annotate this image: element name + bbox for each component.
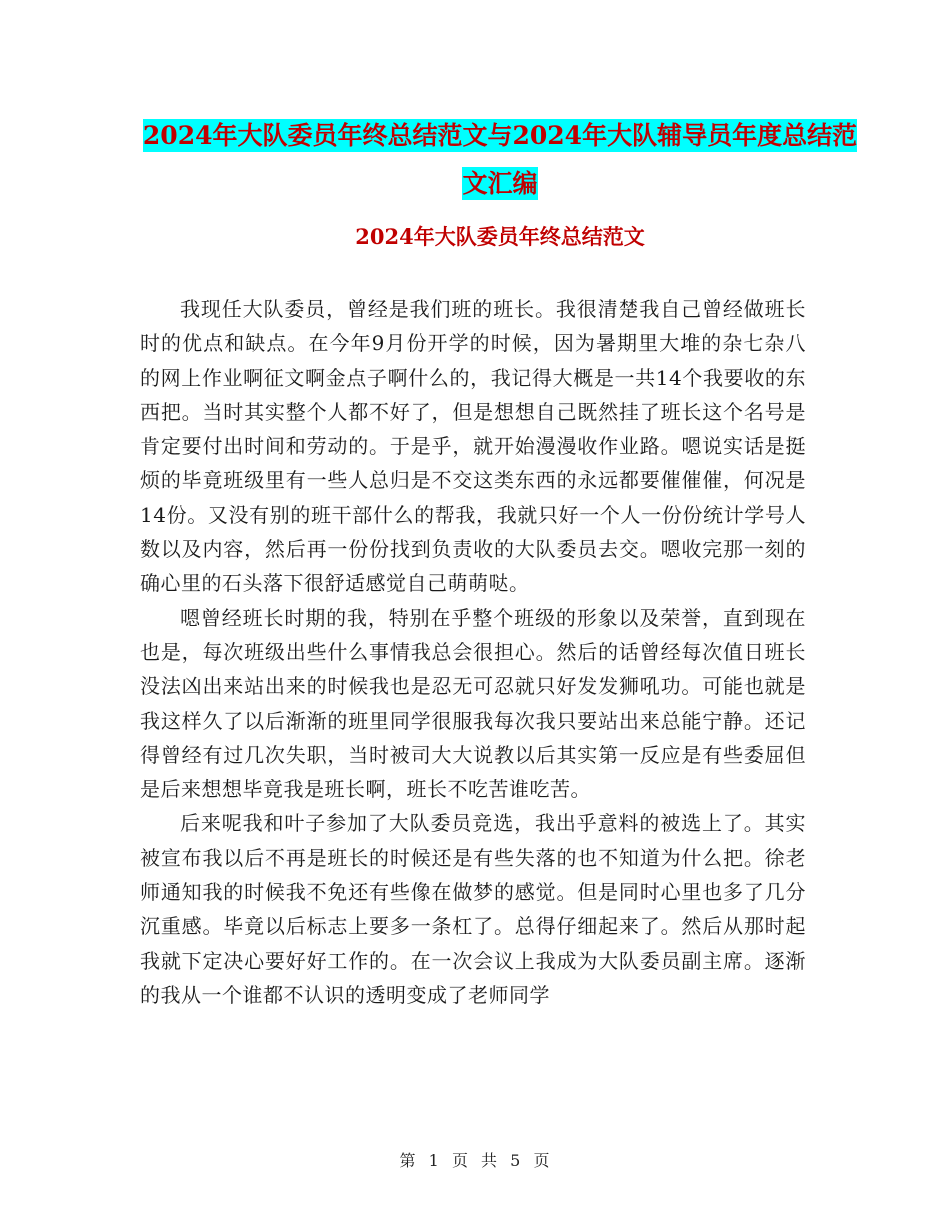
footer-page-label: 第 — [399, 1151, 417, 1170]
footer-total-unit: 页 — [533, 1151, 551, 1170]
footer-total-label: 共 — [481, 1151, 499, 1170]
document-title-text: 2024年大队委员年终总结范文与2024年大队辅导员年度总结范文汇编 — [142, 121, 858, 198]
paragraph-2: 嗯曾经班长时期的我，特别在乎整个班级的形象以及荣誉，直到现在也是，每次班级出些什么事情我总会很担心。然后的话曾经每次值日班长没法凶出来站出来的时候我也是忍无可忍就只好发发狮吼功。可能也就是我这样久了以后渐渐的班里同学很服我每次我只要站出来总能宁静。还记得曾经有过几次失职，当时被司大大说教以后其实第一反应是有些委屈但是后来想想毕竟我是班长啊，班长不吃苦谁吃苦。 — [140, 605, 806, 802]
page-footer — [0, 1148, 950, 1171]
paragraph-1: 我现任大队委员，曾经是我们班的班长。我很清楚我自己曾经做班长时的优点和缺点。在今年9月份开学的时候，因为暑期里大堆的杂七杂八的网上作业啊征文啊金点子啊什么的，我记得大概是一共14个我要收的东西把。当时其实整个人都不好了，但是想想自己既然挂了班长这个名号是肯定要付出时间和劳动的。于是乎，就开始漫漫收作业路。嗯说实话是挺烦的毕竟班级里有一些人总归是不交这类东西的永远都要催催催，何况是14份。又没有别的班干部什么的帮我，我就只好一个人一份份统计学号人数以及内容，然后再一份份找到负责收的大队委员去交。嗯收完那一刻的确心里的石头落下很舒适感觉自己萌萌哒。 — [140, 297, 806, 596]
footer-page-unit: 页 — [451, 1151, 469, 1170]
section-heading: 2024年大队委员年终总结范文 — [355, 224, 645, 249]
footer-total-pages: 5 — [510, 1151, 522, 1170]
footer-page-number: 1 — [428, 1151, 440, 1170]
document-body — [140, 292, 806, 1012]
paragraph-3: 后来呢我和叶子参加了大队委员竞选，我出乎意料的被选上了。其实被宣布我以后不再是班长的时候还是有些失落的也不知道为什么把。徐老师通知我的时候我不免还有些像在做梦的感觉。但是同时心里也多了几分沉重感。毕竟以后标志上要多一条杠了。总得仔细起来了。然后从那时起我就下定决心要好好工作的。在一次会议上我成为大队委员副主席。逐渐的我从一个谁都不认识的透明变成了老师同学 — [140, 811, 806, 1007]
document-title — [140, 112, 860, 208]
